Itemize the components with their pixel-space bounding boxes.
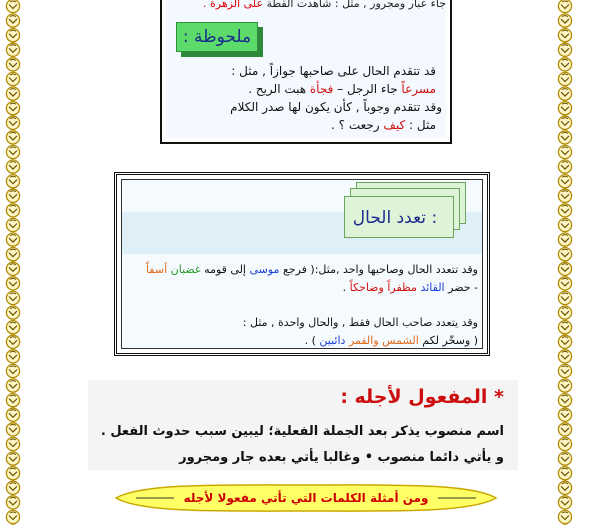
border-ornament	[558, 291, 571, 304]
box2-l1-a: وقد تتعدد الحال وصاحبها واحد ,مثل:( فرجع	[279, 263, 478, 276]
border-ornament	[558, 408, 571, 421]
border-ornament	[6, 452, 19, 465]
note-line-2-mid: جاء الرجل –	[333, 82, 402, 96]
border-ornament	[558, 116, 571, 129]
words-muzaffaran-dahikan: مظفراً وضاحكاً	[349, 281, 417, 294]
border-ornament	[558, 262, 571, 275]
word-ghadban: غضبان	[170, 263, 201, 276]
border-ornament	[558, 204, 571, 217]
multiple-haal-title: تعدد الحال :	[352, 208, 438, 228]
box2-l2-a: - حضر	[444, 281, 478, 294]
border-ornament	[558, 423, 571, 436]
border-ornament	[558, 189, 571, 202]
border-ornament	[558, 72, 571, 85]
note-line-1: قد تتقدم الحال على صاحبها جوازاً , مثل :	[231, 64, 436, 78]
note-line-3: وقد تتقدم وجوباً , كأن يكون لها صدر الكلام	[230, 100, 442, 114]
border-ornament	[6, 218, 19, 231]
border-ornament	[6, 408, 19, 421]
decorative-border-right	[554, 0, 576, 525]
border-ornament	[558, 496, 571, 509]
note-label: ملحوظة :	[176, 22, 258, 52]
border-ornament	[6, 14, 19, 27]
words-sun-moon: الشمس والقمر	[348, 334, 419, 347]
border-ornament	[6, 423, 19, 436]
border-ornament	[6, 496, 19, 509]
border-ornament	[558, 321, 571, 334]
word-musa: موسى	[249, 263, 280, 276]
border-ornament	[558, 394, 571, 407]
note-line-2-end: هبت الريح .	[248, 82, 310, 96]
border-ornament	[6, 335, 19, 348]
border-ornament	[558, 29, 571, 42]
border-ornament	[6, 87, 19, 100]
box2-l2-c: .	[342, 281, 350, 294]
border-ornament	[6, 160, 19, 173]
box2-l4-a: ( وسخّر لكم	[418, 334, 478, 347]
border-ornament	[558, 102, 571, 115]
border-ornament	[6, 467, 19, 480]
border-ornament	[6, 262, 19, 275]
box2-line-2	[343, 281, 478, 294]
border-ornament	[558, 145, 571, 158]
border-ornament	[558, 58, 571, 71]
word-qaid: القائد	[420, 281, 445, 294]
box2-l1-b: إلى قومه	[200, 263, 250, 276]
border-ornament	[558, 452, 571, 465]
example-word-1: مسرعاً	[401, 82, 436, 96]
border-ornament	[6, 379, 19, 392]
note-line-4-end: رجعت ؟ .	[331, 118, 384, 132]
word-daibayn: دائبين	[319, 334, 346, 347]
border-ornament	[558, 233, 571, 246]
border-ornament	[6, 321, 19, 334]
border-ornament	[558, 218, 571, 231]
border-ornament	[6, 58, 19, 71]
border-ornament	[6, 29, 19, 42]
decorative-border-left	[2, 0, 24, 525]
border-ornament	[6, 510, 19, 523]
border-ornament	[558, 350, 571, 363]
box2-line-4	[305, 334, 478, 347]
border-ornament	[6, 277, 19, 290]
border-ornament	[6, 233, 19, 246]
border-ornament	[558, 481, 571, 494]
border-ornament	[558, 510, 571, 523]
border-ornament	[6, 175, 19, 188]
top-line-plain: جاء عبار ومجرور , مثل : شاهدت القطة	[263, 0, 446, 10]
border-ornament	[558, 87, 571, 100]
top-partial-line	[203, 0, 446, 10]
border-ornament	[558, 248, 571, 261]
border-ornament	[6, 0, 19, 13]
border-ornament	[6, 394, 19, 407]
definition-line: اسم منصوب يذكر بعد الجملة الفعلية؛ ليبين سبب حدوث الفعل .	[100, 424, 504, 439]
border-ornament	[558, 379, 571, 392]
box2-l4-c: ) .	[304, 334, 320, 347]
example-word-2: فجأة	[309, 82, 334, 96]
note-line-4-start: مثل :	[405, 118, 436, 132]
border-ornament	[558, 277, 571, 290]
border-ornament	[6, 43, 19, 56]
border-ornament	[558, 335, 571, 348]
word-asifan: أسفاً	[145, 263, 168, 276]
border-ornament	[6, 291, 19, 304]
note-label-tag	[176, 22, 258, 52]
border-ornament	[6, 189, 19, 202]
border-ornament	[558, 306, 571, 319]
border-ornament	[558, 43, 571, 56]
rule-line: و يأتي دائما منصوب • وغالبا يأتي بعده جار ومجرور	[179, 450, 504, 465]
border-ornament	[558, 364, 571, 377]
border-ornament	[6, 437, 19, 450]
border-ornament	[6, 204, 19, 217]
note-line-2	[248, 82, 436, 96]
section-heading: * المفعول لأجله :	[340, 386, 504, 408]
border-ornament	[558, 14, 571, 27]
border-ornament	[6, 481, 19, 494]
border-ornament	[6, 72, 19, 85]
border-ornament	[6, 350, 19, 363]
border-ornament	[558, 467, 571, 480]
border-ornament	[558, 131, 571, 144]
example-word-3: كيف	[383, 118, 406, 132]
border-ornament	[6, 145, 19, 158]
border-ornament	[558, 0, 571, 13]
border-ornament	[6, 306, 19, 319]
border-ornament	[558, 437, 571, 450]
note-line-4	[331, 118, 436, 132]
box2-line-3: وقد يتعدد صاحب الحال فقط , والحال واحدة , مثل :	[242, 316, 478, 329]
border-ornament	[6, 364, 19, 377]
box2-line-1	[146, 263, 478, 276]
banner-text: ومن أمثلة الكلمات التي تأتي مفعولا لأجله	[183, 491, 429, 505]
border-ornament	[558, 175, 571, 188]
border-ornament	[6, 248, 19, 261]
border-ornament	[6, 102, 19, 115]
border-ornament	[558, 160, 571, 173]
top-line-red: على الزهرة .	[203, 0, 264, 10]
border-ornament	[6, 131, 19, 144]
border-ornament	[6, 116, 19, 129]
